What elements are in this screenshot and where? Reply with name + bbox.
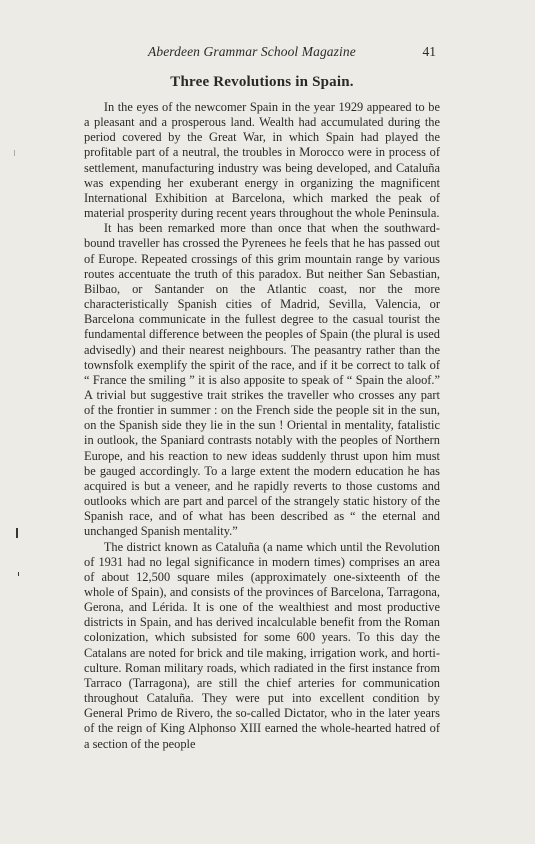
paragraph-2: It has been remarked more than once that when the southward-bound traveller has crossed the Pyrenees he feels that he has passed out of Europe. Repeated crossings of this grim mountain range by various routes accentuate the truth of this paradox. But neither San Sebastian, Bilbao, or Santander on the Atlantic coast, nor the more characteristically Spanish cities of Madrid, Sevilla, Valencia, or Barcelona communicate in the fullest degree to the casual tourist the fundamental difference between the peoples of Spain (the plural is used advisedly) and their nearest neighbours. The peasantry rather than the townsfolk exemplify the spirit of the race, and if it be correct to talk of “ France the smiling ” it is also apposite to speak of “ Spain the aloof.” A trivial but suggestive trait strikes the traveller who crosses any part of the frontier in summer : on the French side the people sit in the sun, on the Spanish side they lie in the sun ! Oriental in mentality, fatalistic in outlook, the Spaniard contrasts notably with the peoples of Northern Europe, and his reaction to new ideas suddenly thrust upon him must be gauged accordingly. To a large extent the modern education he has acquired is but a veneer, and he rapidly reverts to those customs and outlooks which are part and parcel of the strangely static history of the Spanish race, and of what has been described as “ the eternal and unchanged Spanish mentality.” xyxy=(84,221,440,539)
margin-ink-mark xyxy=(14,150,15,156)
running-head xyxy=(84,44,440,64)
margin-ink-mark xyxy=(18,572,19,576)
margin-ink-mark xyxy=(16,528,18,538)
paragraph-3: The district known as Cataluña (a name which until the Revolution of 1931 had no legal significance in modern times) comprises an area of about 12,500 square miles (approximately one-sixteenth of the whole of Spain), and consists of the provinces of Barcelona, Tarragona, Gerona, and Lérida. It is one of the wealthiest and most productive districts in Spain, and has derived incalculable benefit from the Roman colonization, which subsisted for some 600 years. To this day the Catalans are noted for brick and tile making, irrigation work, and horticulture. Roman military roads, which radiated in the first instance from Tarraco (Tarragona), are still the chief arteries for communication throughout Cataluña. They were put into excellent condition by General Primo de Rivero, the so-called Dictator, who in the later years of the reign of King Alphonso XIII earned the whole-hearted hatred of a section of the people xyxy=(84,539,440,751)
paragraph-1: In the eyes of the newcomer Spain in the year 1929 appeared to be a pleasant and a prosperous land. Wealth had accumulated during the period covered by the Great War, in which Spain had played the profitable part of a neutral, the troubles in Morocco were in process of settlement, manufacturing industry was being developed, and Cataluña was expending her exuberant energy in organizing the magnificent International Exhibition at Barcelona, which marked the peak of material prosperity during recent years throughout the whole Peninsula. xyxy=(84,100,440,221)
journal-title: Aberdeen Grammar School Magazine xyxy=(148,44,356,59)
article-title: Three Revolutions in Spain. xyxy=(170,74,354,90)
page-number: 41 xyxy=(422,44,436,59)
article-body xyxy=(84,100,440,752)
